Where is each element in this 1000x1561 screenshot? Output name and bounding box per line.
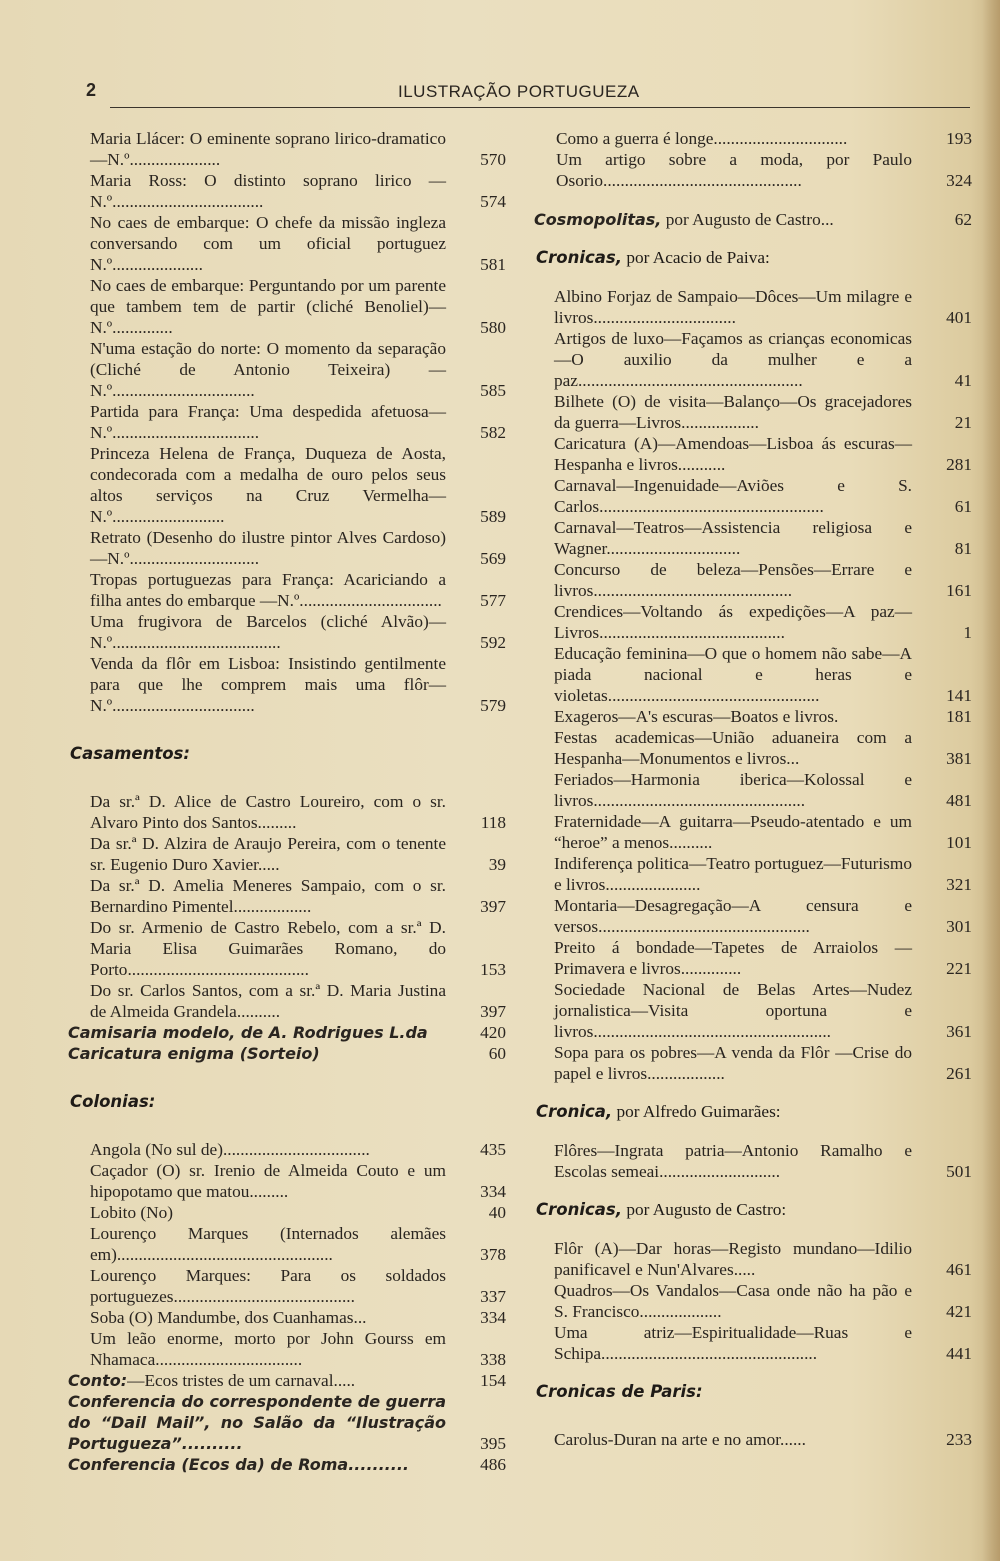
caricatura-enigma-text: Caricatura enigma (Sorteio) — [68, 1044, 320, 1063]
index-entry-page: 381 — [946, 749, 972, 768]
index-entry-page: 321 — [946, 875, 972, 894]
index-entry-page: 141 — [946, 686, 972, 705]
conto-label: Conto: — [68, 1371, 128, 1390]
camisaria-text: Camisaria modelo, de A. Rodrigues L.da — [68, 1023, 428, 1042]
index-entry-page: 582 — [480, 423, 506, 442]
index-entry-text: Tropas portuguezas para França: Acariciando a filha antes do embarque —N.º................................. — [90, 570, 446, 610]
index-entry-text: Carnaval—Ingenuidade—Aviões e S. Carlos.................................................... — [554, 476, 912, 516]
index-entry-page: 41 — [954, 371, 972, 390]
cronicas-acacio-heading — [532, 248, 972, 268]
index-entry-text: Sopa para os pobres—A venda da Flôr —Crise do papel e livros.................. — [554, 1043, 912, 1083]
right-top-entries — [532, 128, 972, 191]
cronicas-augusto-author: por Augusto de Castro: — [622, 1200, 787, 1219]
conferencia-dail-page: 395 — [480, 1434, 506, 1453]
cronicas-augusto-label: Cronicas, — [536, 1200, 622, 1219]
index-entry-text: Carnaval—Teatros—Assistencia religiosa e Wagner............................... — [554, 518, 912, 558]
index-entry — [66, 791, 506, 833]
index-entry — [66, 1307, 506, 1328]
index-entry-text: Crendices—Voltando ás expedições—A paz—Livros........................................... — [554, 602, 912, 642]
index-entry-page: 337 — [480, 1287, 506, 1306]
index-entry — [532, 811, 972, 853]
conferencia-roma-text: Conferencia (Ecos da) de Roma.......... — [68, 1455, 409, 1474]
index-entry-text: Montaria—Desagregação—A censura e versos................................................. — [554, 896, 912, 936]
index-entry — [532, 979, 972, 1042]
index-entry-page: 569 — [480, 549, 506, 568]
index-entry-text: Festas academicas—União aduaneira com a Hespanha—Monumentos e livros... — [554, 728, 912, 768]
cronicas-paris-heading: Cronicas de Paris: — [536, 1382, 703, 1401]
index-entry-page: 580 — [480, 318, 506, 337]
index-entry-text: Partida para França: Uma despedida afetuosa—N.º.................................. — [90, 402, 446, 442]
index-entry-page: 501 — [946, 1162, 972, 1181]
index-entry — [532, 559, 972, 601]
index-entry — [532, 853, 972, 895]
conto-page: 154 — [480, 1371, 506, 1390]
cosmopolitas-text: por Augusto de Castro... — [661, 210, 834, 229]
colonias-heading: Colonias: — [70, 1092, 156, 1111]
index-entry-page: 118 — [480, 813, 506, 832]
page-number: 2 — [86, 80, 97, 100]
index-entry — [66, 443, 506, 527]
cronicas-augusto-list — [532, 1238, 972, 1364]
index-entry — [66, 875, 506, 917]
index-entry — [532, 727, 972, 769]
cronica-alfredo-label: Cronica, — [536, 1102, 613, 1121]
index-entry-text: Quadros—Os Vandalos—Casa onde não ha pão e S. Francisco................... — [554, 1281, 912, 1321]
index-entry — [66, 611, 506, 653]
index-entry — [66, 980, 506, 1022]
index-entry-text: Lobito (No) — [90, 1203, 174, 1222]
index-entry-page: 338 — [480, 1350, 506, 1369]
conferencia-roma-page: 486 — [480, 1455, 506, 1474]
index-entry — [66, 653, 506, 716]
index-entry-page: 193 — [946, 129, 972, 148]
index-entry-page: 441 — [946, 1344, 972, 1363]
caricatura-enigma-entry — [66, 1043, 506, 1064]
index-entry — [532, 1429, 972, 1450]
index-entry — [532, 1322, 972, 1364]
index-entry-text: Albino Forjaz de Sampaio—Dôces—Um milagre e livros................................. — [554, 287, 912, 327]
index-entry-page: 574 — [480, 192, 506, 211]
index-entry — [66, 833, 506, 875]
index-entry-text: Da sr.ª D. Amelia Meneres Sampaio, com o sr. Bernardino Pimentel.................. — [90, 876, 446, 916]
page-edge-shadow — [982, 0, 1000, 1561]
index-entry-text: Como a guerra é longe............................... — [556, 129, 848, 148]
page-header — [86, 78, 956, 108]
index-entry — [66, 1328, 506, 1370]
index-entry-page: 589 — [480, 507, 506, 526]
cosmopolitas-page: 62 — [954, 210, 972, 229]
index-entry-page: 61 — [954, 497, 972, 516]
index-entry-page: 421 — [946, 1302, 972, 1321]
index-entry-text: Flôr (A)—Dar horas—Registo mundano—Idilio panificavel e Nun'Alvares..... — [554, 1239, 912, 1279]
left-top-entries — [66, 128, 506, 716]
index-entry-page: 378 — [480, 1245, 506, 1264]
index-entry-text: Indiferença politica—Teatro portuguez—Futurismo e livros...................... — [554, 854, 912, 894]
index-entry-text: N'uma estação do norte: O momento da separação (Cliché de Antonio Teixeira) —N.º................................. — [90, 339, 446, 400]
index-entry — [532, 1140, 972, 1182]
index-entry-text: Maria Ross: O distinto soprano lirico —N.º................................... — [90, 171, 446, 211]
index-entry-page: 153 — [480, 960, 506, 979]
index-entry-page: 397 — [480, 897, 506, 916]
index-entry — [532, 128, 972, 149]
index-entry — [66, 1223, 506, 1265]
index-entry-page: 334 — [480, 1308, 506, 1327]
index-entry — [532, 286, 972, 328]
index-entry — [66, 1160, 506, 1202]
index-entry — [532, 895, 972, 937]
index-entry-page: 81 — [954, 539, 972, 558]
index-entry — [532, 433, 972, 475]
index-entry-text: Exageros—A's escuras—Boatos e livros. — [554, 707, 839, 726]
index-entry-page: 461 — [946, 1260, 972, 1279]
index-entry-page: 592 — [480, 633, 506, 652]
index-entry-page: 1 — [963, 623, 972, 642]
index-entry-text: Um artigo sobre a moda, por Paulo Osorio.............................................. — [556, 150, 912, 190]
index-entry — [532, 328, 972, 391]
index-entry-page: 301 — [946, 917, 972, 936]
camisaria-page: 420 — [480, 1023, 506, 1042]
index-entry-page: 361 — [946, 1022, 972, 1041]
index-entry — [66, 401, 506, 443]
index-entry-page: 334 — [480, 1182, 506, 1201]
conferencia-dail-entry — [66, 1391, 506, 1454]
index-entry — [532, 1042, 972, 1084]
casamentos-list — [66, 791, 506, 1022]
index-entry-text: Artigos de luxo—Façamos as crianças economicas—O auxilio da mulher e a paz.................................................... — [554, 329, 912, 390]
index-entry-text: Lourenço Marques: Para os soldados portuguezes.......................................... — [90, 1266, 446, 1306]
cronicas-paris-list — [532, 1429, 972, 1450]
cronicas-acacio-label: Cronicas, — [536, 248, 622, 267]
cronicas-acacio-list — [532, 286, 972, 1084]
index-entry — [532, 643, 972, 706]
index-entry-page: 101 — [946, 833, 972, 852]
cronica-alfredo-heading — [532, 1102, 972, 1122]
index-entry — [66, 212, 506, 275]
index-entry-text: Do sr. Armenio de Castro Rebelo, com a sr.ª D. Maria Elisa Guimarães Romano, do Porto.......................................... — [90, 918, 446, 979]
index-entry-text: Da sr.ª D. Alzira de Araujo Pereira, com o tenente sr. Eugenio Duro Xavier..... — [90, 834, 446, 874]
index-entry-page: 570 — [480, 150, 506, 169]
index-entry-page: 161 — [946, 581, 972, 600]
index-entry — [532, 601, 972, 643]
index-entry — [66, 275, 506, 338]
cronicas-acacio-author: por Acacio de Paiva: — [622, 248, 770, 267]
conto-text: —Ecos tristes de um carnaval..... — [127, 1371, 356, 1390]
index-entry-page: 435 — [480, 1140, 506, 1159]
index-entry-page: 40 — [488, 1203, 506, 1222]
index-entry-text: Uma atriz—Espiritualidade—Ruas e Schipa.................................................. — [554, 1323, 912, 1363]
index-entry — [66, 170, 506, 212]
cosmopolitas-entry — [532, 209, 972, 230]
index-entry — [66, 1265, 506, 1307]
index-entry — [532, 475, 972, 517]
index-entry — [66, 527, 506, 569]
index-entry-page: 581 — [480, 255, 506, 274]
index-entry-text: Lourenço Marques (Internados alemães em).................................................. — [90, 1224, 446, 1264]
colonias-list — [66, 1139, 506, 1370]
index-entry-text: Caçador (O) sr. Irenio de Almeida Couto e um hipopotamo que matou......... — [90, 1161, 446, 1201]
casamentos-heading: Casamentos: — [70, 744, 190, 763]
index-entry — [66, 569, 506, 611]
index-entry-text: Flôres—Ingrata patria—Antonio Ramalho e Escolas semeai............................ — [554, 1141, 912, 1181]
index-entry-page: 324 — [946, 171, 972, 190]
cronicas-augusto-heading — [532, 1200, 972, 1220]
index-entry-text: Um leão enorme, morto por John Gourss em Nhamaca.................................. — [90, 1329, 446, 1369]
index-entry-text: Educação feminina—O que o homem não sabe—A piada nacional e heras e violetas................................................. — [554, 644, 912, 705]
index-entry-page: 181 — [946, 707, 972, 726]
index-entry-text: Preito á bondade—Tapetes de Arraiolos —Primavera e livros.............. — [554, 938, 912, 978]
index-entry-page: 579 — [480, 696, 506, 715]
index-entry — [532, 517, 972, 559]
index-entry-text: Princeza Helena de França, Duqueza de Aosta, condecorada com a medalha de ouro pelos seus altos serviços na Cruz Vermelha—N.º.......................... — [90, 444, 446, 526]
index-entry — [532, 149, 972, 191]
index-entry — [532, 391, 972, 433]
index-entry — [532, 1238, 972, 1280]
index-entry — [66, 1139, 506, 1160]
journal-title: ILUSTRAÇÃO PORTUGUEZA — [398, 82, 640, 101]
index-entry-text: Feriados—Harmonia iberica—Kolossal e livros................................................. — [554, 770, 912, 810]
cronica-alfredo-author: por Alfredo Guimarães: — [612, 1102, 781, 1121]
index-entry-page: 401 — [946, 308, 972, 327]
index-entry-page: 397 — [480, 1002, 506, 1021]
index-entry-text: Caricatura (A)—Amendoas—Lisboa ás escuras—Hespanha e livros........... — [554, 434, 912, 474]
index-entry-page: 577 — [480, 591, 506, 610]
index-entry — [532, 706, 972, 727]
index-entry-text: Uma frugivora de Barcelos (cliché Alvão)—N.º....................................... — [90, 612, 446, 652]
index-entry — [66, 338, 506, 401]
index-entry-text: Carolus-Duran na arte e no amor...... — [554, 1430, 806, 1449]
index-entry-text: No caes de embarque: O chefe da missão ingleza conversando com um oficial portuguez N.º..................... — [90, 213, 446, 274]
conferencia-dail-text: Conferencia do correspondente de guerra do “Dail Mail”, no Salão da “Ilustração Portugueza”.......... — [68, 1392, 446, 1453]
index-entry-text: Sociedade Nacional de Belas Artes—Nudez jornalistica—Visita oportuna e livros....................................................... — [554, 980, 912, 1041]
right-column — [532, 128, 972, 1450]
conto-entry — [66, 1370, 506, 1391]
index-entry-text: Fraternidade—A guitarra—Pseudo-atentado e um “heroe” a menos.......... — [554, 812, 912, 852]
index-entry-text: Maria Llácer: O eminente soprano lirico-dramatico—N.º..................... — [90, 129, 446, 169]
index-entry — [532, 937, 972, 979]
index-entry-text: Soba (O) Mandumbe, dos Cuanhamas... — [90, 1308, 367, 1327]
cosmopolitas-label: Cosmopolitas, — [534, 210, 662, 229]
index-entry-page: 481 — [946, 791, 972, 810]
index-entry-text: Retrato (Desenho do ilustre pintor Alves Cardoso)—N.º.............................. — [90, 528, 446, 568]
index-entry — [532, 1280, 972, 1322]
caricatura-enigma-page: 60 — [488, 1044, 506, 1063]
index-entry-page: 39 — [488, 855, 506, 874]
index-entry-page: 261 — [946, 1064, 972, 1083]
index-entry-text: Angola (No sul de).................................. — [90, 1140, 370, 1159]
index-entry-text: Venda da flôr em Lisboa: Insistindo gentilmente para que lhe comprem mais uma flôr—N.º................................. — [90, 654, 446, 715]
index-entry-text: Do sr. Carlos Santos, com a sr.ª D. Maria Justina de Almeida Grandela.......... — [90, 981, 446, 1021]
index-entry-text: Da sr.ª D. Alice de Castro Loureiro, com o sr. Alvaro Pinto dos Santos......... — [90, 792, 446, 832]
left-column — [66, 128, 506, 1475]
index-entry-text: No caes de embarque: Perguntando por um parente que tambem tem de partir (cliché Benoliel)—N.º.............. — [90, 276, 446, 337]
index-entry-page: 21 — [954, 413, 972, 432]
index-entry-page: 233 — [946, 1430, 972, 1449]
index-entry — [532, 769, 972, 811]
cronica-alfredo-list — [532, 1140, 972, 1182]
index-entry-text: Bilhete (O) de visita—Balanço—Os gracejadores da guerra—Livros.................. — [554, 392, 912, 432]
index-entry-text: Concurso de beleza—Pensões—Errare e livros.............................................. — [554, 560, 912, 600]
index-entry — [66, 128, 506, 170]
conferencia-roma-entry — [66, 1454, 506, 1475]
camisaria-entry — [66, 1022, 506, 1043]
index-entry-page: 281 — [946, 455, 972, 474]
index-entry — [66, 917, 506, 980]
header-rule — [110, 107, 970, 108]
index-entry-page: 221 — [946, 959, 972, 978]
index-entry-page: 585 — [480, 381, 506, 400]
index-entry — [66, 1202, 506, 1223]
